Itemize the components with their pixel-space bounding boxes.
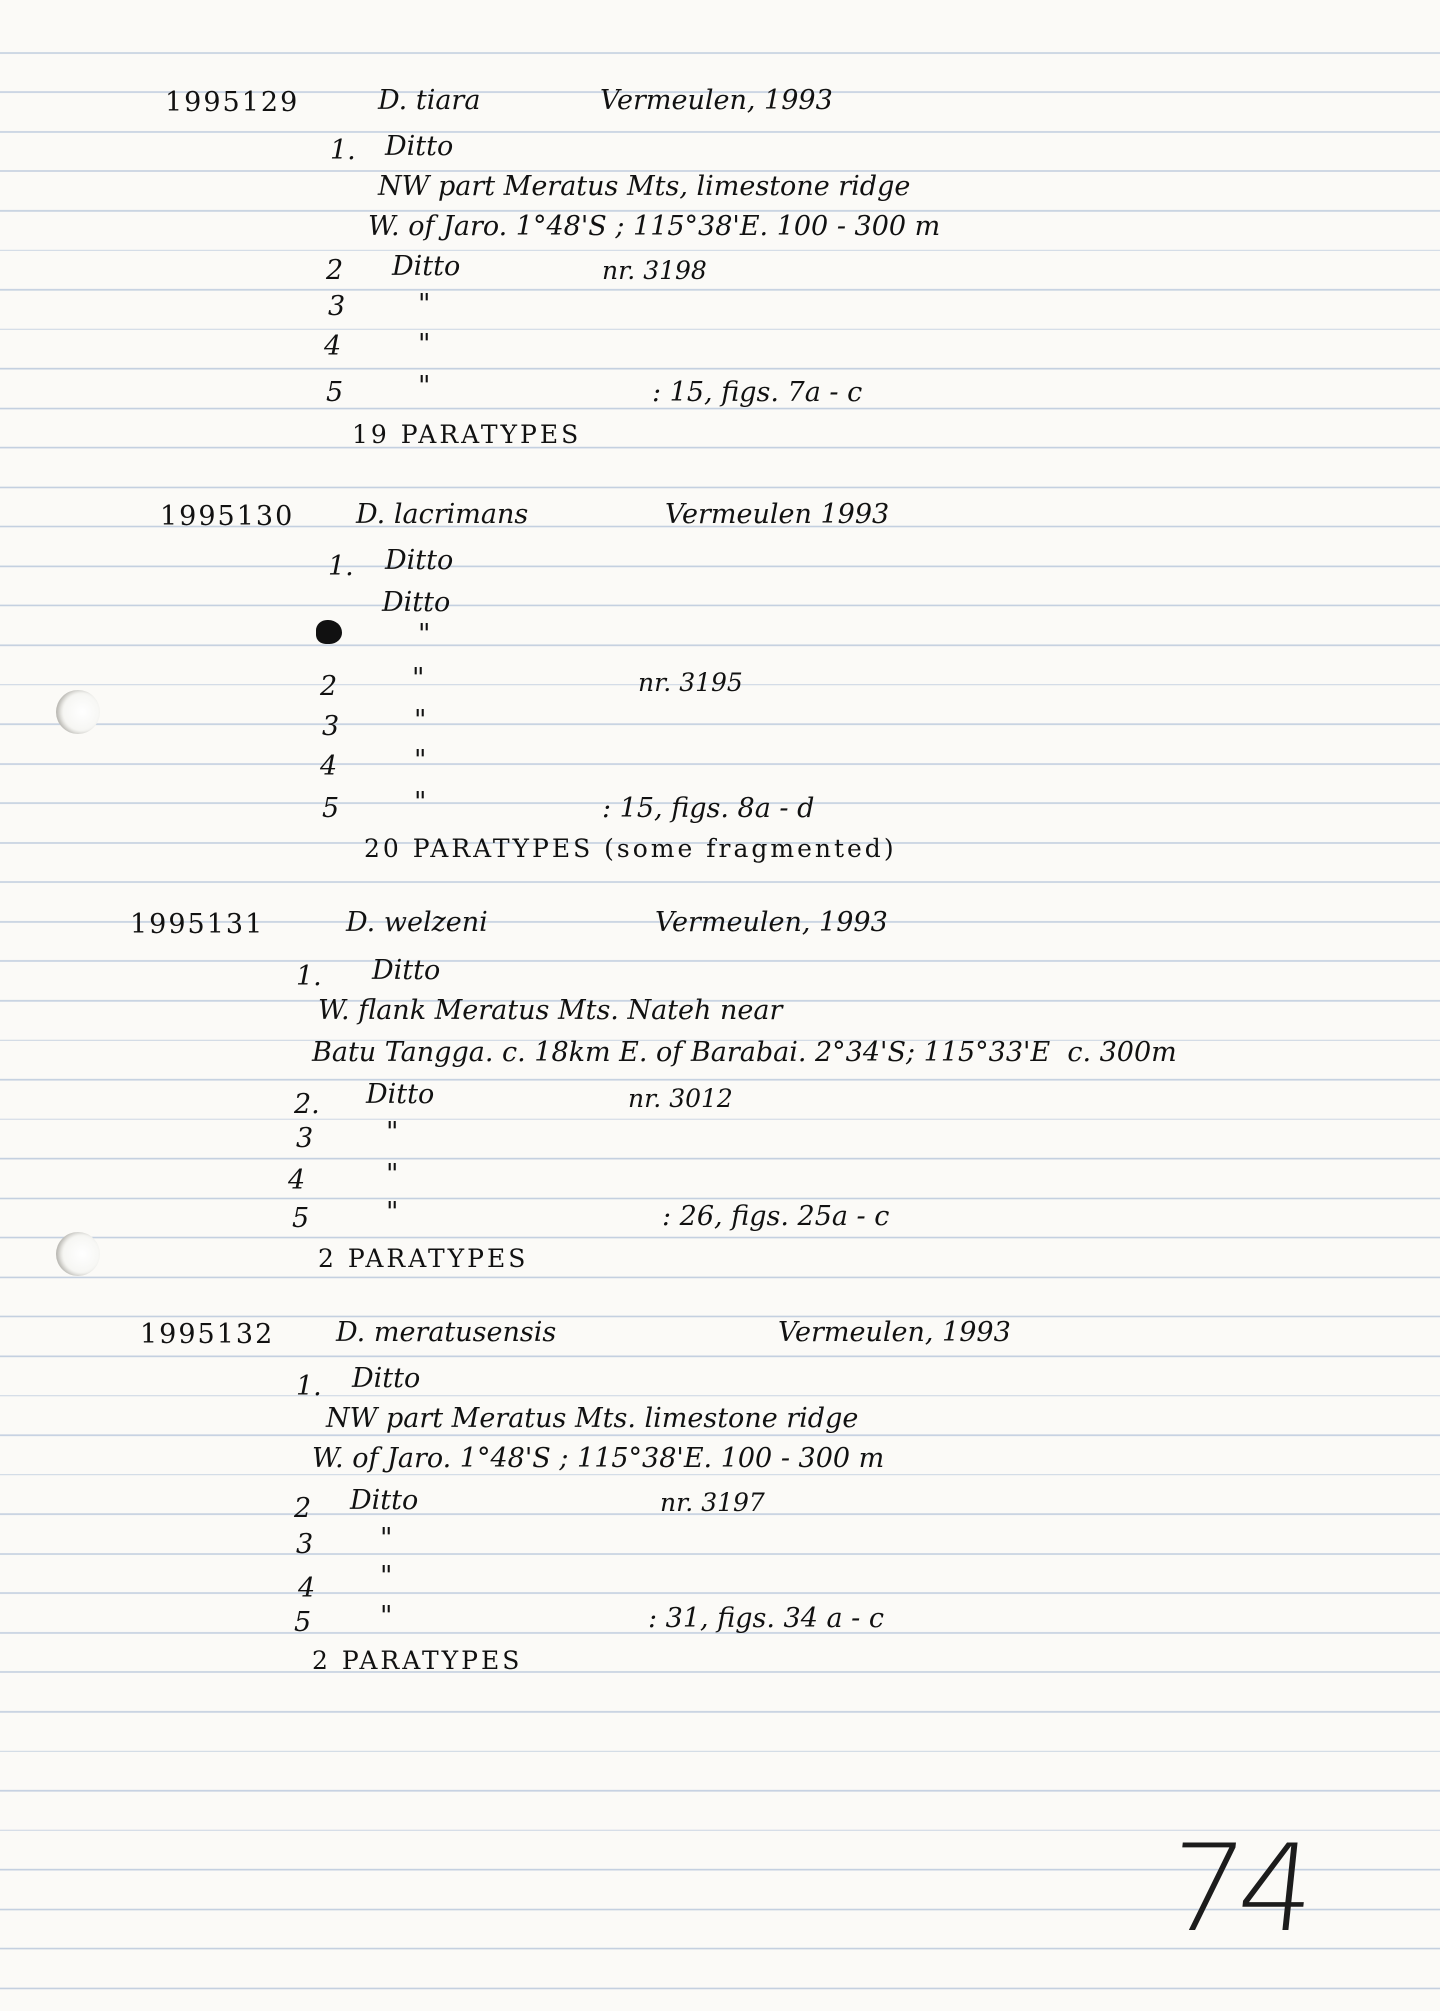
ditto-mark: "	[414, 787, 427, 818]
line-number: 1.	[296, 961, 322, 992]
registration-number: 1995131	[130, 909, 265, 940]
species-author: Vermeulen, 1993	[778, 1317, 1011, 1348]
species-name: D. welzeni	[346, 907, 488, 938]
collection-number: nr. 3197	[660, 1488, 765, 1517]
locality-text: W. flank Meratus Mts. Nateh near	[318, 995, 783, 1026]
line-text: Ditto	[385, 131, 454, 162]
line-number: 5	[322, 793, 340, 824]
line-number: 2.	[294, 1089, 320, 1120]
ditto-mark: "	[414, 705, 427, 736]
paratypes-count: 20 PARATYPES (some fragmented)	[364, 834, 897, 863]
ditto-mark: "	[418, 329, 431, 360]
ditto-mark: "	[412, 663, 425, 694]
line-number: 3	[296, 1529, 314, 1560]
line-text: Ditto	[352, 1363, 421, 1394]
line-number: 5	[292, 1203, 310, 1234]
species-author: Vermeulen, 1993	[655, 907, 888, 938]
page-number: 74	[1160, 1820, 1317, 1959]
locality-text: NW part Meratus Mts. limestone ridge	[326, 1403, 859, 1434]
locality-text: W. of Jaro. 1°48'S ; 115°38'E. 100 - 300 m	[368, 211, 941, 242]
species-name: D. tiara	[378, 85, 481, 116]
registration-number: 1995132	[140, 1319, 275, 1350]
line-text: Ditto	[372, 955, 441, 986]
punch-hole	[56, 1232, 100, 1276]
line-number: 5	[294, 1607, 312, 1638]
line-number: 2	[320, 671, 338, 702]
line-number: 1.	[328, 551, 354, 582]
line-number: 2	[326, 255, 344, 286]
species-author: Vermeulen, 1993	[600, 85, 833, 116]
ditto-mark: "	[380, 1523, 393, 1554]
ditto-mark: "	[418, 371, 431, 402]
reference-text: : 31, figs. 34 a - c	[648, 1603, 884, 1634]
species-name: D. lacrimans	[356, 499, 529, 530]
ditto-mark: "	[380, 1601, 393, 1632]
species-author: Vermeulen 1993	[665, 499, 890, 530]
line-number: 1.	[330, 135, 356, 166]
ditto-mark: "	[418, 289, 431, 320]
locality-text: W. of Jaro. 1°48'S ; 115°38'E. 100 - 300 m	[312, 1443, 885, 1474]
line-number: 4	[324, 331, 342, 362]
line-number: 4	[288, 1165, 306, 1196]
line-number: 1.	[296, 1371, 322, 1402]
line-number: 2	[294, 1493, 312, 1524]
registration-number: 1995129	[165, 87, 300, 118]
line-number: 3	[328, 291, 346, 322]
ink-blot	[316, 620, 342, 644]
line-number: 3	[322, 711, 340, 742]
line-text: Ditto	[382, 587, 451, 618]
paratypes-count: 2 PARATYPES	[312, 1646, 523, 1675]
line-text: Ditto	[350, 1485, 419, 1516]
ditto-mark: "	[386, 1197, 399, 1228]
line-number: 3	[296, 1123, 314, 1154]
line-text: Ditto	[366, 1079, 435, 1110]
reference-text: : 26, figs. 25a - c	[662, 1201, 890, 1232]
ditto-mark: "	[380, 1561, 393, 1592]
paratypes-count: 19 PARATYPES	[352, 420, 582, 449]
line-number: 5	[326, 377, 344, 408]
ditto-mark: "	[386, 1159, 399, 1190]
registration-number: 1995130	[160, 501, 295, 532]
reference-text: : 15, figs. 8a - d	[602, 793, 815, 824]
ditto-mark: "	[418, 619, 431, 650]
line-text: Ditto	[392, 251, 461, 282]
line-text: Ditto	[385, 545, 454, 576]
punch-hole	[56, 690, 100, 734]
locality-text: NW part Meratus Mts, limestone ridge	[378, 171, 911, 202]
collection-number: nr. 3012	[628, 1084, 733, 1113]
ditto-mark: "	[386, 1117, 399, 1148]
line-number: 4	[298, 1573, 316, 1604]
ditto-mark: "	[414, 745, 427, 776]
paratypes-count: 2 PARATYPES	[318, 1244, 529, 1273]
collection-number: nr. 3198	[602, 256, 707, 285]
collection-number: nr. 3195	[638, 668, 743, 697]
locality-text: Batu Tangga. c. 18km E. of Barabai. 2°34'S; 115°33'E c. 300m	[312, 1037, 1177, 1068]
reference-text: : 15, figs. 7a - c	[652, 377, 863, 408]
species-name: D. meratusensis	[336, 1317, 557, 1348]
line-number: 4	[320, 751, 338, 782]
